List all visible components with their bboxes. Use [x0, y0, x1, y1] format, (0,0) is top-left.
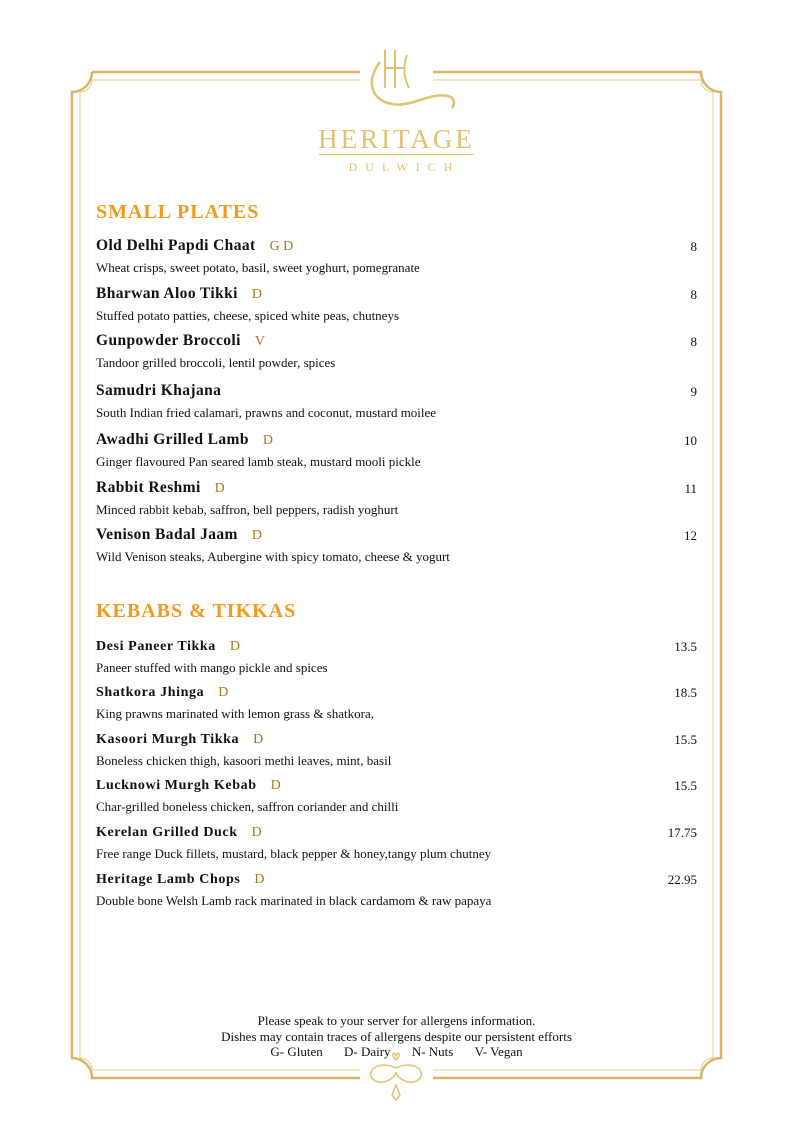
section-title: KEBABS & TIKKAS	[96, 600, 297, 622]
allergen-codes: D	[214, 481, 225, 496]
item-name: Heritage Lamb Chops	[96, 872, 241, 887]
brand-name: HERITAGE	[318, 124, 475, 154]
allergen-legend	[0, 1044, 793, 1060]
item-description: Stuffed potato patties, cheese, spiced white peas, chutneys	[96, 308, 400, 323]
allergen-codes: D	[253, 732, 264, 747]
item-price: 12	[684, 528, 697, 543]
item-name: Awadhi Grilled Lamb	[96, 431, 249, 448]
allergen-codes: D	[262, 433, 273, 448]
item-price: 15.5	[674, 778, 697, 793]
allergen-codes: D	[251, 528, 262, 543]
item-name: Gunpowder Broccoli	[96, 332, 241, 349]
item-description: King prawns marinated with lemon grass & shatkora,	[96, 706, 374, 721]
menu-item	[96, 431, 697, 470]
item-price: 8	[690, 239, 697, 254]
menu-item	[96, 637, 697, 676]
allergen-codes: D	[218, 685, 229, 700]
allergen-codes: D	[251, 287, 263, 302]
item-price: 8	[690, 287, 697, 302]
brand-location: DULWICH	[348, 160, 461, 174]
allergen-disclaimer: Dishes may contain traces of allergens despite our persistent efforts	[221, 1029, 572, 1044]
item-name: Venison Badal Jaam	[96, 526, 238, 543]
item-price: 17.75	[667, 825, 697, 840]
item-description: Wheat crisps, sweet potato, basil, sweet yoghurt, pomegranate	[96, 260, 420, 275]
item-name: Rabbit Reshmi	[96, 479, 201, 496]
menu-item	[96, 823, 697, 862]
item-price: 9	[690, 384, 697, 399]
menu-item	[96, 237, 697, 276]
item-description: Tandoor grilled broccoli, lentil powder, spices	[96, 355, 336, 370]
section-title: SMALL PLATES	[96, 201, 260, 223]
legend-gluten: G- Gluten	[270, 1044, 323, 1059]
item-name: Kerelan Grilled Duck	[96, 825, 238, 840]
menu-item	[96, 776, 697, 815]
menu-item	[96, 285, 697, 324]
item-description: Double bone Welsh Lamb rack marinated in black cardamom & raw papaya	[96, 893, 492, 908]
item-description: South Indian fried calamari, prawns and coconut, mustard moilee	[96, 405, 437, 420]
item-description: Char-grilled boneless chicken, saffron coriander and chilli	[96, 799, 399, 814]
item-price: 8	[690, 334, 697, 349]
item-description: Ginger flavoured Pan seared lamb steak, mustard mooli pickle	[96, 454, 421, 469]
menu-item	[96, 332, 697, 371]
menu-item	[96, 526, 697, 565]
logo-monogram-icon	[372, 50, 454, 108]
allergen-codes: G D	[269, 239, 294, 254]
item-description: Boneless chicken thigh, kasoori methi leaves, mint, basil	[96, 753, 392, 768]
item-name: Shatkora Jhinga	[96, 685, 205, 700]
allergen-notice: Please speak to your server for allergens information.	[257, 1013, 536, 1028]
brand-divider	[319, 154, 474, 155]
footer-flourish-icon	[371, 1053, 422, 1100]
allergen-codes: D	[229, 639, 241, 654]
item-name: Kasoori Murgh Tikka	[96, 732, 240, 747]
item-name: Bharwan Aloo Tikki	[96, 285, 238, 302]
allergen-codes: D	[270, 778, 281, 793]
item-price: 10	[684, 433, 697, 448]
item-name: Lucknowi Murgh Kebab	[96, 778, 257, 793]
menu-item	[96, 870, 697, 909]
item-name: Old Delhi Papdi Chaat	[96, 237, 256, 254]
allergen-codes: D	[251, 825, 262, 840]
menu-item	[96, 730, 697, 769]
item-description: Minced rabbit kebab, saffron, bell peppers, radish yoghurt	[96, 502, 399, 517]
item-price: 11	[684, 481, 697, 496]
item-description: Paneer stuffed with mango pickle and spices	[96, 660, 328, 675]
legend-vegan: V- Vegan	[474, 1044, 523, 1059]
item-description: Free range Duck fillets, mustard, black pepper & honey,tangy plum chutney	[96, 846, 492, 861]
item-price: 13.5	[674, 639, 697, 654]
item-price: 15.5	[674, 732, 697, 747]
item-price: 22.95	[667, 872, 697, 887]
menu-item	[96, 683, 697, 722]
item-name: Desi Paneer Tikka	[96, 639, 216, 654]
legend-nuts: N- Nuts	[411, 1044, 454, 1059]
item-description: Wild Venison steaks, Aubergine with spicy tomato, cheese & yogurt	[96, 549, 450, 564]
legend-dairy: D- Dairy	[343, 1044, 391, 1059]
item-name: Samudri Khajana	[96, 382, 222, 399]
allergen-codes: D	[254, 872, 265, 887]
item-price: 18.5	[674, 685, 697, 700]
menu-item	[96, 479, 697, 518]
allergen-codes: V	[254, 334, 265, 349]
menu-item	[96, 382, 697, 421]
